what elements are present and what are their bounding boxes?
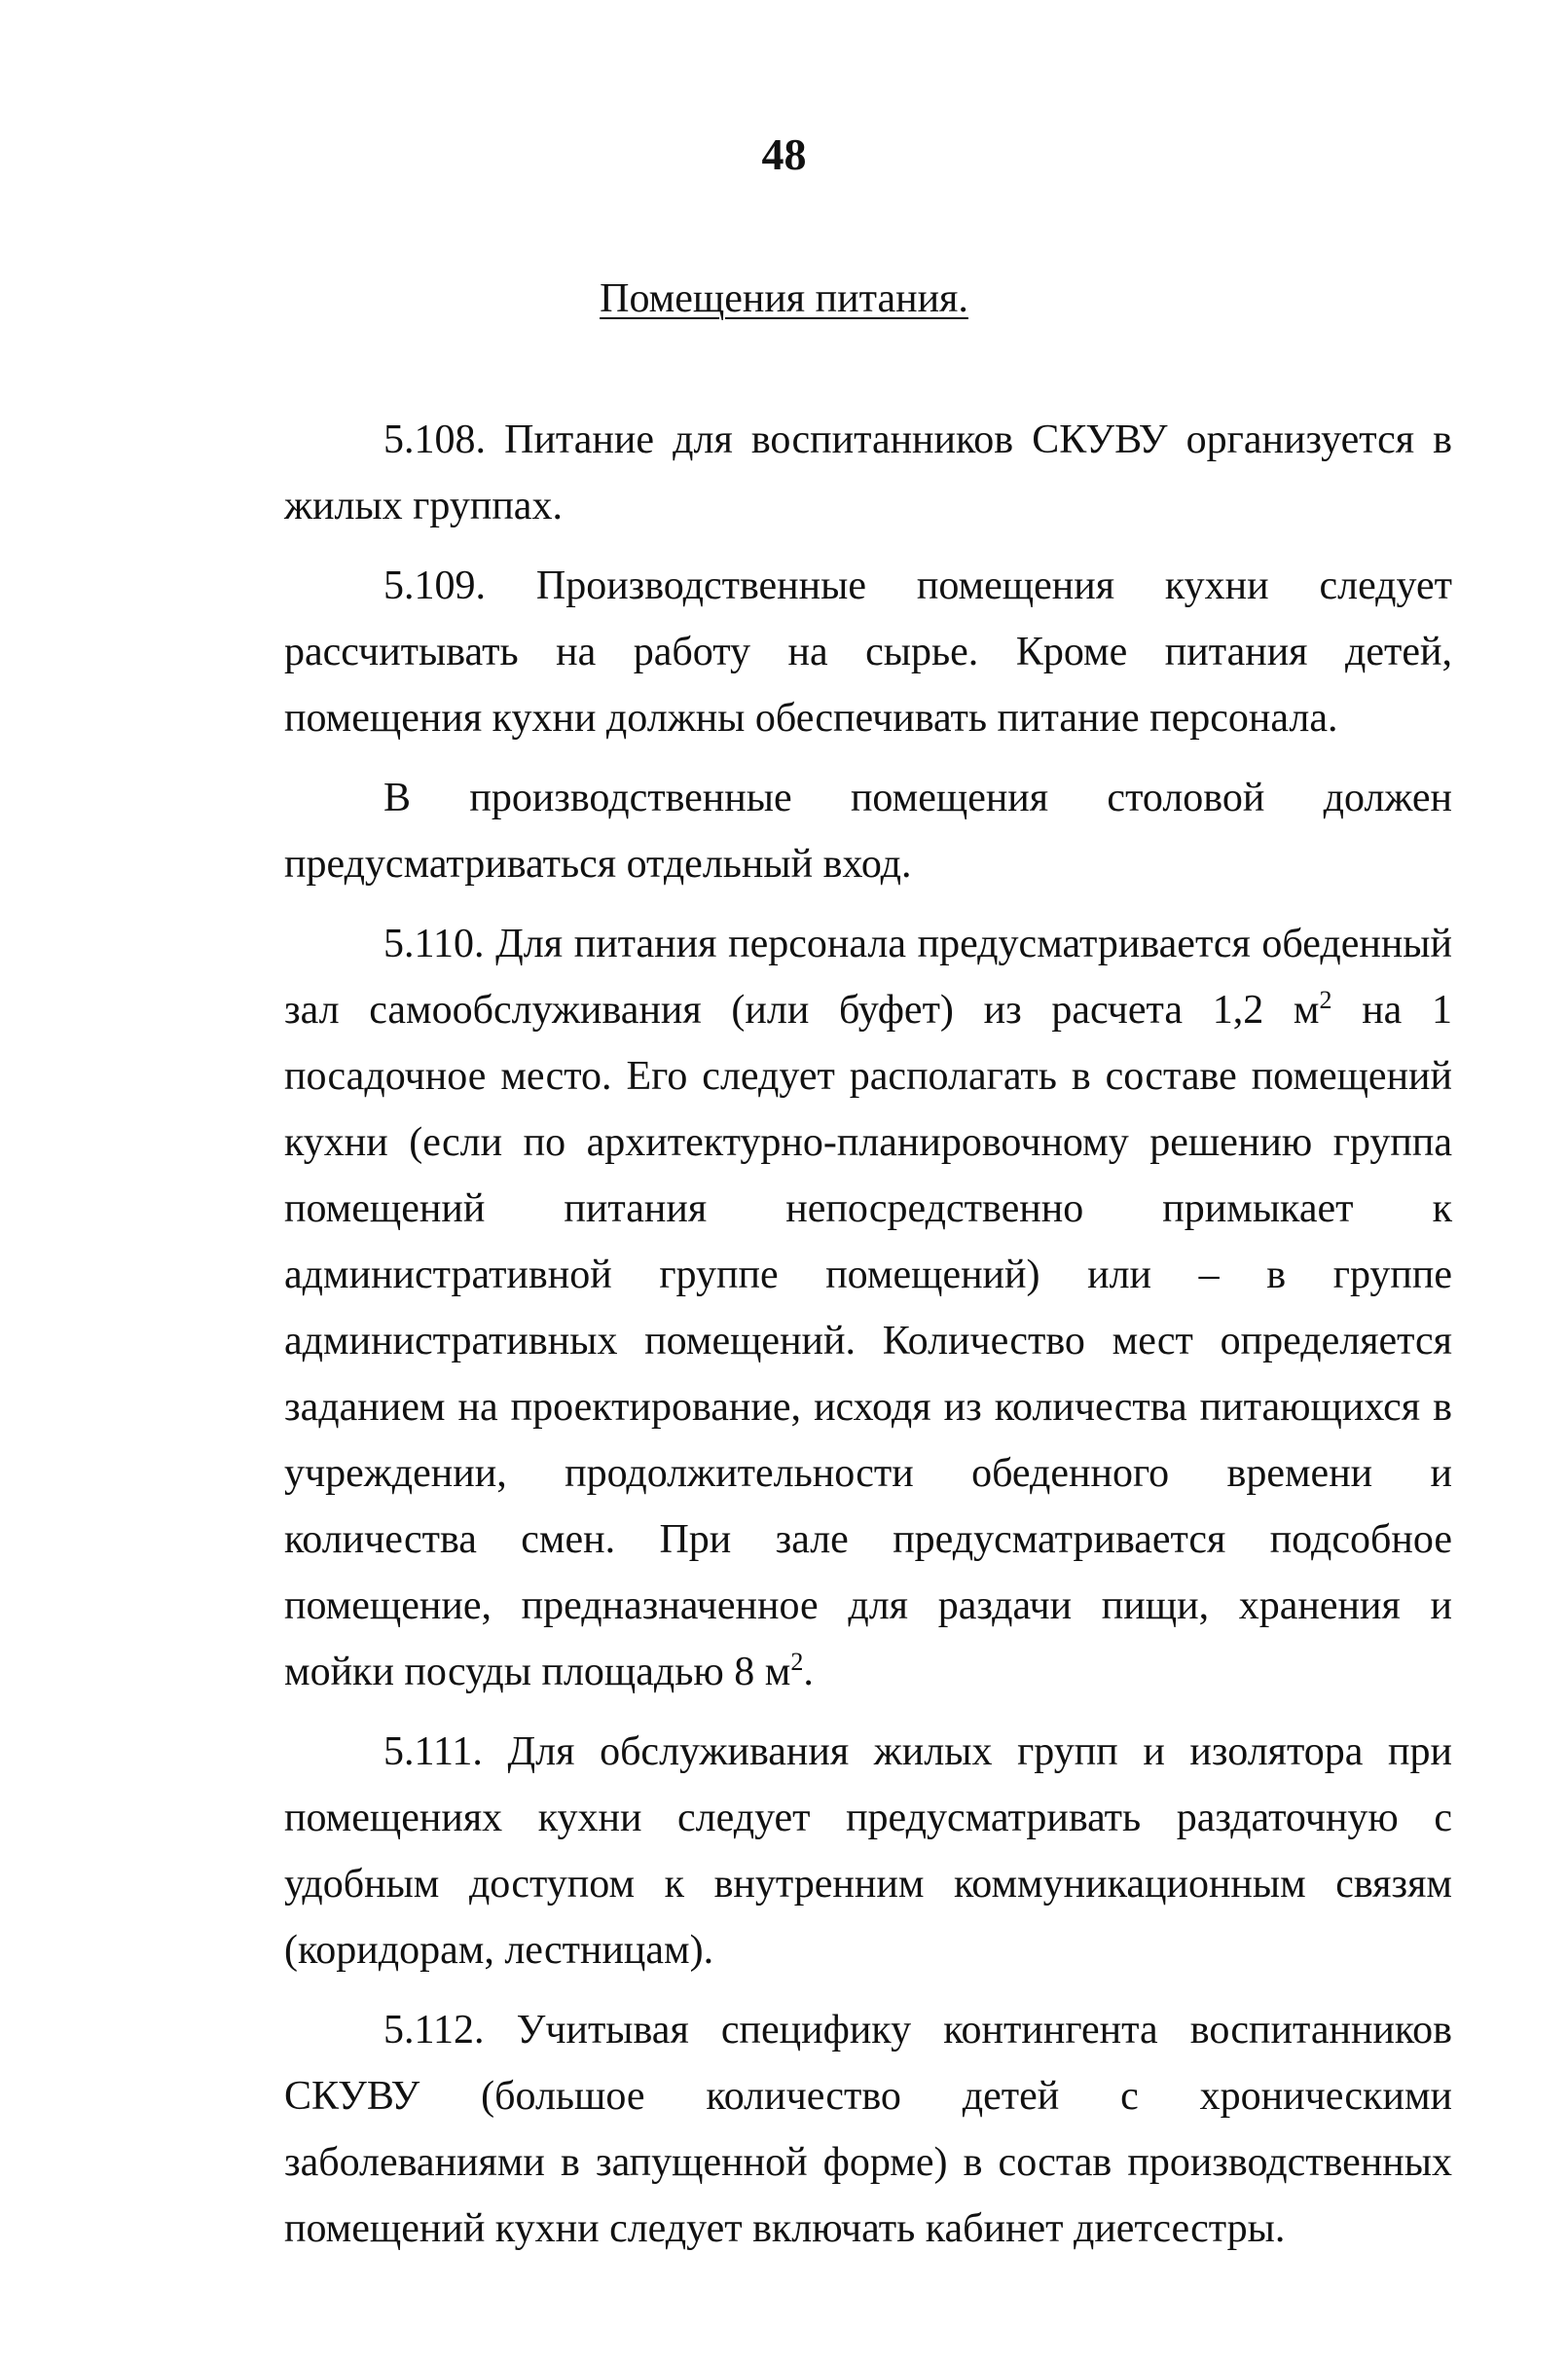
paragraph-text: Учитывая специфику контингента воспитанников СКУВУ (большое количество детей с хроническими заболеваниями в запущенной форме) в состав производственных помещений кухни следует включать кабинет диетсестры. — [284, 2008, 1452, 2251]
paragraph-number: 5.112. — [383, 2008, 485, 2053]
paragraph-text: Питание для воспитанников СКУВУ организуется в жилых группах. — [284, 418, 1452, 528]
paragraph-number: 5.110. — [383, 922, 485, 966]
paragraph-5-110 — [284, 911, 1452, 1705]
section-title — [0, 276, 1568, 321]
superscript-2: 2 — [790, 1648, 804, 1676]
paragraph-text: В производственные помещения столовой должен предусматриваться отдельный вход. — [284, 776, 1452, 887]
paragraph-number: 5.111. — [383, 1729, 483, 1774]
paragraph-number: 5.109. — [383, 563, 486, 608]
superscript-2: 2 — [1319, 986, 1332, 1014]
paragraph-text-part-c: . — [803, 1650, 814, 1694]
paragraph-5-109 — [284, 553, 1452, 751]
paragraph-entrance — [284, 765, 1452, 897]
paragraph-5-112 — [284, 1997, 1452, 2262]
paragraph-text-part-b: на 1 посадочное место. Его следует располагать в составе помещений кухни (если по архитектурно-планировочному решению группа помещений питания непосредственно примыкает к административной группе помещений) или – в группе административных помещений. Количество мест определяется заданием на проектирование, исходя из количества питающихся в учреждении, продолжительности обеденного времени и количества смен. При зале предусматривается подсобное помещение, предназначенное для раздачи пищи, хранения и мойки посуды площадью 8 м — [284, 988, 1453, 1694]
section-title-text: Помещения питания. — [600, 276, 968, 321]
body-text — [284, 407, 1452, 2275]
paragraph-text-part-a: Для питания персонала предусматривается обеденный зал самообслуживания (или буфет) из расчета 1,2 м — [284, 922, 1452, 1033]
paragraph-5-108 — [284, 407, 1452, 539]
paragraph-text: Производственные помещения кухни следует рассчитывать на работу на сырье. Кроме питания детей, помещения кухни должны обеспечивать питание персонала. — [284, 563, 1452, 741]
paragraph-text: Для обслуживания жилых групп и изолятора при помещениях кухни следует предусматривать раздаточную с удобным доступом к внутренним коммуникационным связям (коридорам, лестницам). — [284, 1729, 1452, 1973]
paragraph-number: 5.108. — [383, 418, 486, 462]
page-number: 48 — [761, 129, 807, 179]
paragraph-5-111 — [284, 1719, 1452, 1983]
